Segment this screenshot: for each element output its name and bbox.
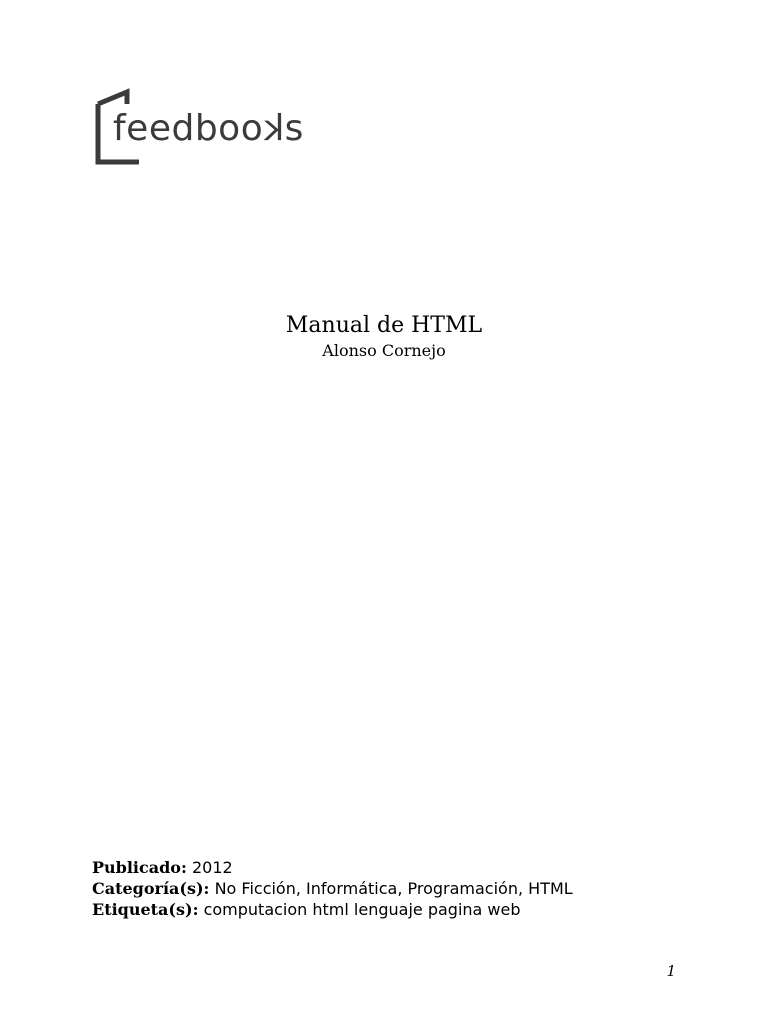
logo-text-flipped-k: k [263, 108, 285, 149]
tags-label: Etiqueta(s): [92, 900, 199, 919]
logo-text-main: feedboo [113, 108, 264, 149]
tags-row [92, 899, 573, 920]
categories-row [92, 878, 573, 899]
feedbooks-wordmark [113, 108, 304, 149]
categories-label: Categoría(s): [92, 879, 210, 898]
book-author: Alonso Cornejo [322, 341, 446, 360]
publication-metadata [92, 857, 573, 920]
feedbooks-logo [95, 88, 335, 168]
page-number: 1 [666, 962, 676, 980]
categories-value: No Ficción, Informática, Programación, HTML [214, 879, 573, 898]
published-value: 2012 [191, 858, 233, 877]
published-label: Publicado: [92, 858, 187, 877]
tags-value: computacion html lenguaje pagina web [203, 900, 521, 919]
published-row [92, 857, 573, 878]
logo-text-last: s [284, 108, 304, 149]
title-block [0, 311, 768, 361]
book-title: Manual de HTML [285, 313, 483, 338]
